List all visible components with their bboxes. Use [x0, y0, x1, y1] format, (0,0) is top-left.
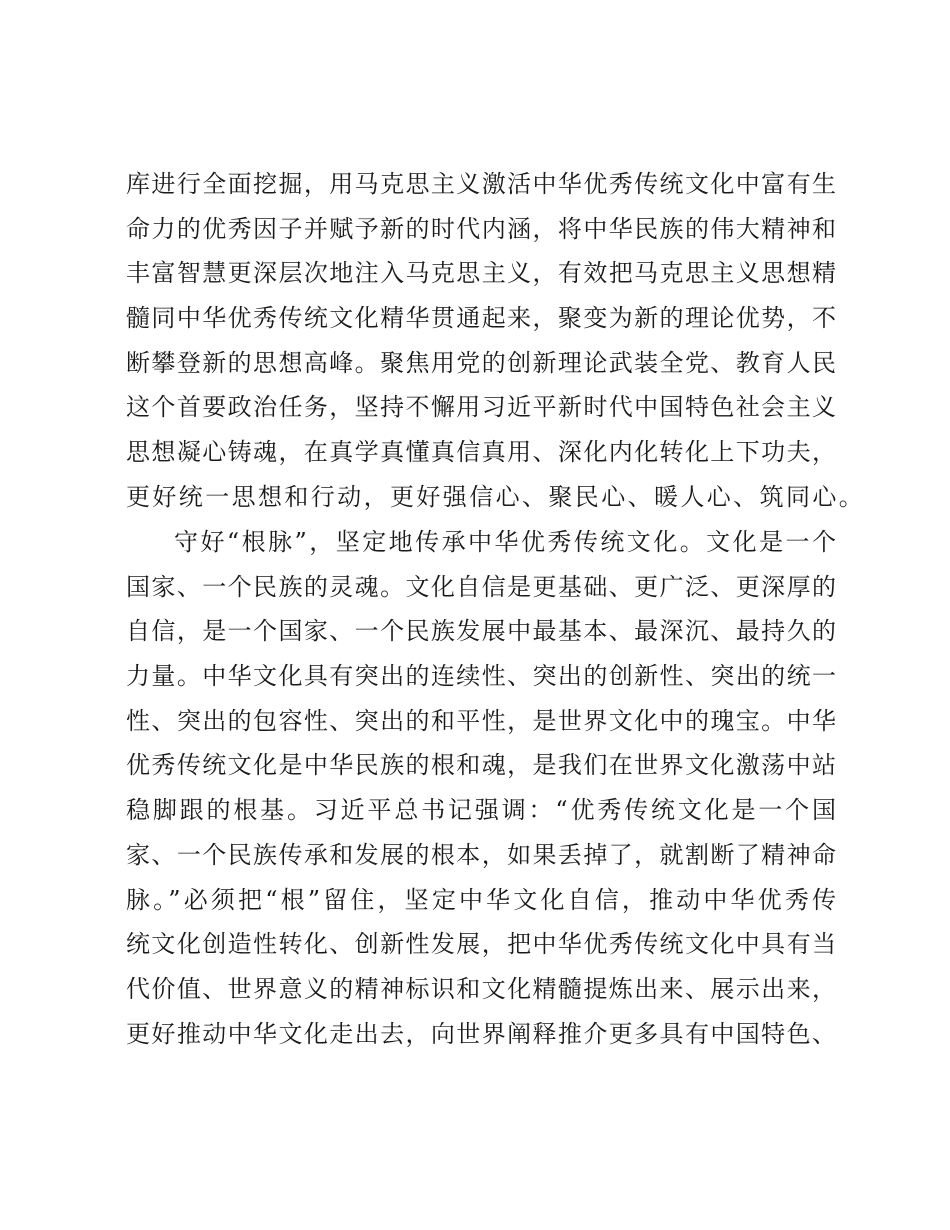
text-line: 优秀传统文化是中华民族的根和魂，是我们在世界文化激荡中站 [126, 751, 836, 780]
text-line: 库进行全面挖掘，用马克思主义激活中华优秀传统文化中富有生 [126, 170, 836, 198]
text-line: 更好统一思想和行动，更好强信心、聚民心、暖人心、筑同心。 [126, 482, 866, 511]
text-line: 断攀登新的思想高峰。聚焦用党的创新理论武装全党、教育人民 [126, 348, 836, 377]
text-line: 脉。”必须把“根”留住，坚定中华文化自信，推动中华优秀传 [126, 885, 836, 914]
text-line: 髓同中华优秀传统文化精华贯通起来，聚变为新的理论优势，不 [126, 304, 836, 333]
text-line: 性、突出的包容性、突出的和平性，是世界文化中的瑰宝。中华 [126, 706, 836, 735]
text-line: 国家、一个民族的灵魂。文化自信是更基础、更广泛、更深厚的 [126, 572, 836, 601]
text-line: 自信，是一个国家、一个民族发展中最基本、最深沉、最持久的 [126, 617, 836, 646]
body-paragraph [126, 162, 866, 520]
text-line: 这个首要政治任务，坚持不懈用习近平新时代中国特色社会主义 [126, 393, 836, 422]
text-line: 更好推动中华文化走出去，向世界阐释推介更多具有中国特色、 [126, 1019, 836, 1048]
text-line: 统文化创造性转化、创新性发展，把中华优秀传统文化中具有当 [126, 930, 836, 959]
text-line: 丰富智慧更深层次地注入马克思主义，有效把马克思主义思想精 [126, 259, 836, 288]
text-line: 思想凝心铸魂，在真学真懂真信真用、深化内化转化上下功夫， [126, 438, 836, 467]
body-paragraph [126, 520, 836, 1056]
text-line: 代价值、世界意义的精神标识和文化精髓提炼出来、展示出来， [126, 974, 836, 1003]
text-line: 力量。中华文化具有突出的连续性、突出的创新性、突出的统一 [126, 662, 836, 691]
text-line: 家、一个民族传承和发展的根本，如果丢掉了，就割断了精神命 [126, 840, 836, 869]
text-line: 命力的优秀因子并赋予新的时代内涵，将中华民族的伟大精神和 [126, 214, 836, 243]
text-line: 稳脚跟的根基。习近平总书记强调：“优秀传统文化是一个国 [126, 796, 836, 825]
text-line: 守好“根脉”，坚定地传承中华优秀传统文化。文化是一个 [174, 528, 836, 556]
